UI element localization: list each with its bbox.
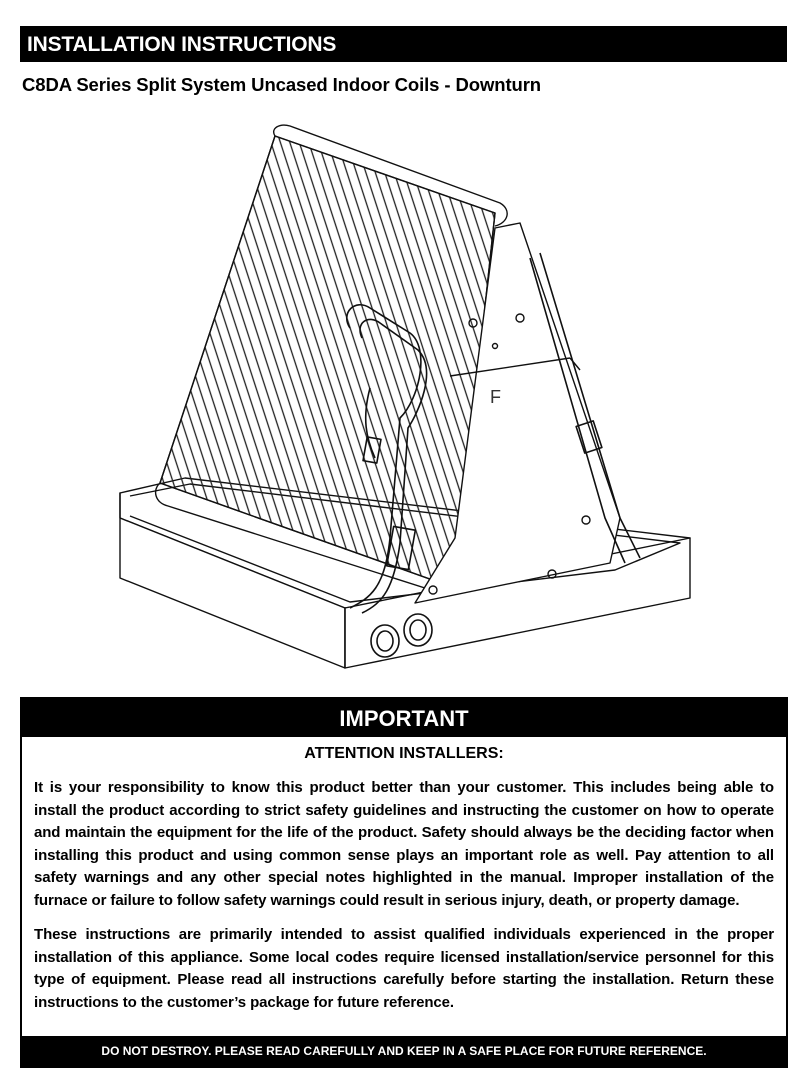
important-title: IMPORTANT (22, 699, 786, 737)
do-not-destroy-notice: DO NOT DESTROY. PLEASE READ CAREFULLY AND KEEP IN A SAFE PLACE FOR FUTURE REFERENCE. (22, 1036, 786, 1066)
qualified-installer-paragraph: These instructions are primarily intended to assist qualified individuals experienced in the proper installation of this appliance. Some local codes require licensed installation/service personnel for this type of equipment. Please read all instructions carefully before starting the installation. Return these instructions to the customer’s package for future reference. (34, 926, 774, 1011)
document-subtitle: C8DA Series Split System Uncased Indoor Coils - Downturn (22, 74, 542, 95)
document-title: INSTALLATION INSTRUCTIONS (20, 26, 787, 62)
responsibility-paragraph: It is your responsibility to know this product better than your customer. This includes being able to install the product according to strict safety guidelines and instructing the customer on how to operate and maintain the equipment for the life of the product. Safety should always be the deciding factor when installing this product and using common sense plays an important role as well. Pay attention to all safety warnings and any other special notes highlighted in the manual. Improper installation of the furnace or failure to follow safety warnings could result in serious injury, death, or property damage. (34, 779, 774, 909)
coil-illustration (100, 118, 700, 698)
important-notice (20, 697, 788, 1068)
panel-label: F (490, 387, 501, 407)
attention-heading: ATTENTION INSTALLERS: (304, 745, 504, 762)
